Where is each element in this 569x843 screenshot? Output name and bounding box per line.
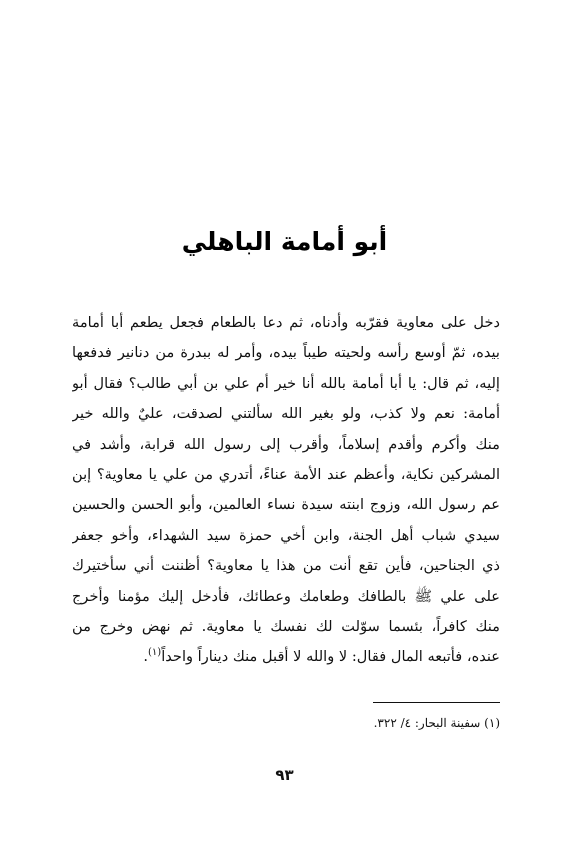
footnote-divider — [373, 702, 500, 703]
body-line: المشركين نكاية، وأعظم عند الأمة عناءً، أتدري من علي يا معاوية؟ إبن — [72, 465, 500, 483]
body-line: ذي الجناحين، فأين تقع أنت من هذا يا معاوية؟ أظننت أني سأختيرك — [72, 557, 500, 575]
body-line: سيدي شباب أهل الجنة، وابن أخي حمزة سيد الشهداء، وأخو جعفر — [72, 526, 500, 544]
body-line: على علي ﷺ بالطافك وطعامك وعطائك، فأدخل إليك مؤمنا وأخرج — [72, 587, 500, 605]
body-line: منك كافراً، بئسما سوّلت لك نفسك يا معاوية. ثم نهض وخرج من — [72, 617, 500, 635]
page-number: ٩٣ — [275, 766, 294, 784]
body-line: إليه، ثم قال: يا أبا أمامة بالله أنا خير أم علي بن أبي طالب؟ فقال أبو — [72, 374, 500, 392]
body-line: عم رسول الله، وزوج ابنته سيدة نساء العالمين، وأبو الحسن والحسين — [72, 496, 500, 514]
body-line: دخل على معاوية فقرّبه وأدناه، ثم دعا بالطعام فجعل يطعم أبا أمامة — [72, 314, 500, 331]
body-line: منك وأكرم وأقدم إسلاماً، وأقرب إلى رسول الله قرابة، وأشد في — [72, 435, 500, 453]
body-line: أمامة: نعم ولا كذب، ولو بغير الله سألتني لصدقت، عليٌ والله خير — [72, 405, 500, 423]
footnote: (١) سفينة البحار: ٤/ ٣٢٢. — [373, 716, 500, 730]
body-line: بيده، ثمّ أوسع رأسه ولحيته طيباً بيده، وأمر له ببدرة من دنانير فدفعها — [72, 344, 500, 362]
body-paragraph — [72, 308, 500, 673]
body-line-last — [72, 642, 500, 672]
footnote-reference: (١) — [148, 647, 162, 659]
body-line-text: عنده، فأتبعه المال فقال: لا والله لا أقبل منك ديناراً واحداً — [161, 648, 500, 666]
chapter-title: أبو أمامة الباهلي — [181, 227, 388, 256]
sentence-end: . — [143, 648, 149, 666]
